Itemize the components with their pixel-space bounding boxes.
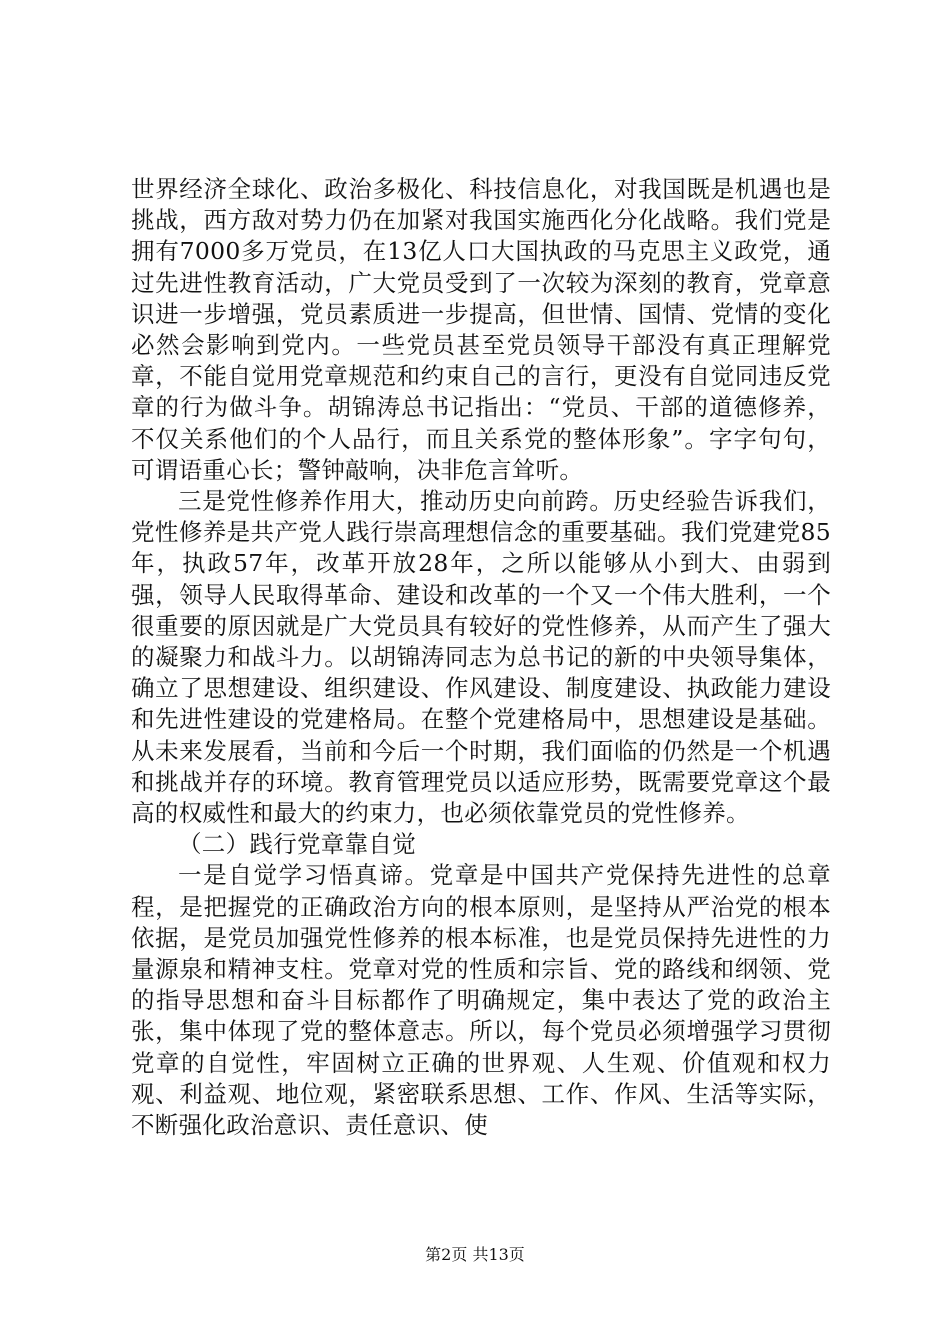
page-footer: 第2页 共13页: [425, 1245, 525, 1264]
section-heading: （二）践行党章靠自觉: [178, 830, 416, 859]
paragraph-self-study: 一是自觉学习悟真谛。党章是中国共产党保持先进性的总章程，是把握党的正确政治方向的根本原则，是坚持从严治党的根本依据，是党员加强党性修养的根本标准，也是党员保持先进性的力量源泉和精神支柱。党章对党的性质和宗旨、党的路线和纲领、党的指导思想和奋斗目标都作了明确规定，集中表达了党的政治主张，集中体现了党的整体意志。所以，每个党员必须增强学习贯彻党章的自觉性，牢固树立正确的世界观、人生观、价值观和权力观、利益观、地位观，紧密联系思想、工作、作风、生活等实际，不断强化政治意识、责任意识、使: [131, 861, 831, 1140]
paragraph-party-spirit: 三是党性修养作用大，推动历史向前跨。历史经验告诉我们，党性修养是共产党人践行崇高理想信念的重要基础。我们党建党85年，执政57年，改革开放28年，之所以能够从小到大、由弱到强，领导人民取得革命、建设和改革的一个又一个伟大胜利，一个很重要的原因就是广大党员具有较好的党性修养，从而产生了强大的凝聚力和战斗力。以胡锦涛同志为总书记的新的中央领导集体，确立了思想建设、组织建设、作风建设、制度建设、执政能力建设和先进性建设的党建格局。在整个党建格局中，思想建设是基础。从未来发展看，当前和今后一个时期，我们面临的仍然是一个机遇和挑战并存的环境。教育管理党员以适应形势，既需要党章这个最高的权威性和最大的约束力，也必须依靠党员的党性修养。: [131, 487, 831, 828]
paragraph-continuation: 世界经济全球化、政治多极化、科技信息化，对我国既是机遇也是挑战，西方敌对势力仍在加紧对我国实施西化分化战略。我们党是拥有7000多万党员，在13亿人口大国执政的马克思主义政党，通过先进性教育活动，广大党员受到了一次较为深刻的教育，党章意识进一步增强，党员素质进一步提高，但世情、国情、党情的变化必然会影响到党内。一些党员甚至党员领导干部没有真正理解党章，不能自觉用党章规范和约束自己的言行，更没有自觉同违反党章的行为做斗争。胡锦涛总书记指出：“党员、干部的道德修养，不仅关系他们的个人品行，而且关系党的整体形象”。字字句句，可谓语重心长；警钟敲响，决非危言耸听。: [131, 175, 831, 484]
document-body: [131, 174, 831, 1141]
